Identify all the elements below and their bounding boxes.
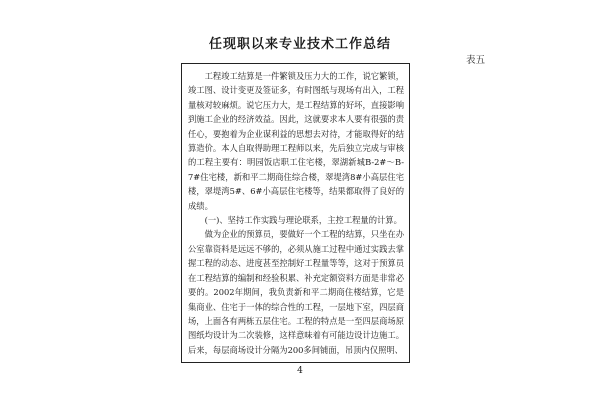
paragraph-body: 做为企业的预算员，要做好一个工程的结算，只坐在办公室靠资料是远远不够的，必须从施工过程中通过实践去掌握工程的动态、进度甚至控制好工程量等等，这对于预算员在工程结算的编制和经验积累、补充定额资料方面是非常必要的。2002年期间，我负责新和平二期商住楼结算，它是集商业、住宅于一体的综合性的工程，一层地下室，四层商场，上面各有两栋五层住宅。工程的特点是一至四层商场原图纸均设计为二次装修，这样意味着有可能边设计边施工。后来，每层商场设计分隔为200多间铺面，吊顶内仅照明、 bbox=[188, 229, 404, 355]
section-heading: (一)、坚持工作实践与理论联系，主控工程量的计算。 bbox=[204, 215, 402, 226]
paragraph-intro: 工程竣工结算是一件繁锁及压力大的工作，说它繁锁，竣工图、设计变更及签证多，有时图纸与现场有出入，工程量核对较麻烦。说它压力大，是工程结算的好坏，直接影响到施工企业的经济效益。因此，这就要求本人要有很强的责任心，要抱着为企业谋利益的思想去对待，才能取得好的结算造价。本人自取得助理工程师以来，先后独立完成与审核的工程主要有：明园饭店职工住宅楼，翠湖新城B-2#～B-7#住宅楼，新和平二期商住综合楼，翠堤湾8#小高层住宅楼，翠堤湾5#、6#小高层住宅楼等，结果都取得了良好的成绩。 bbox=[188, 71, 404, 211]
page-number: 4 bbox=[297, 366, 303, 376]
content-frame bbox=[181, 63, 410, 363]
page-title: 任现职以来专业技术工作总结 bbox=[208, 37, 391, 52]
table-label: 表五 bbox=[465, 55, 485, 66]
